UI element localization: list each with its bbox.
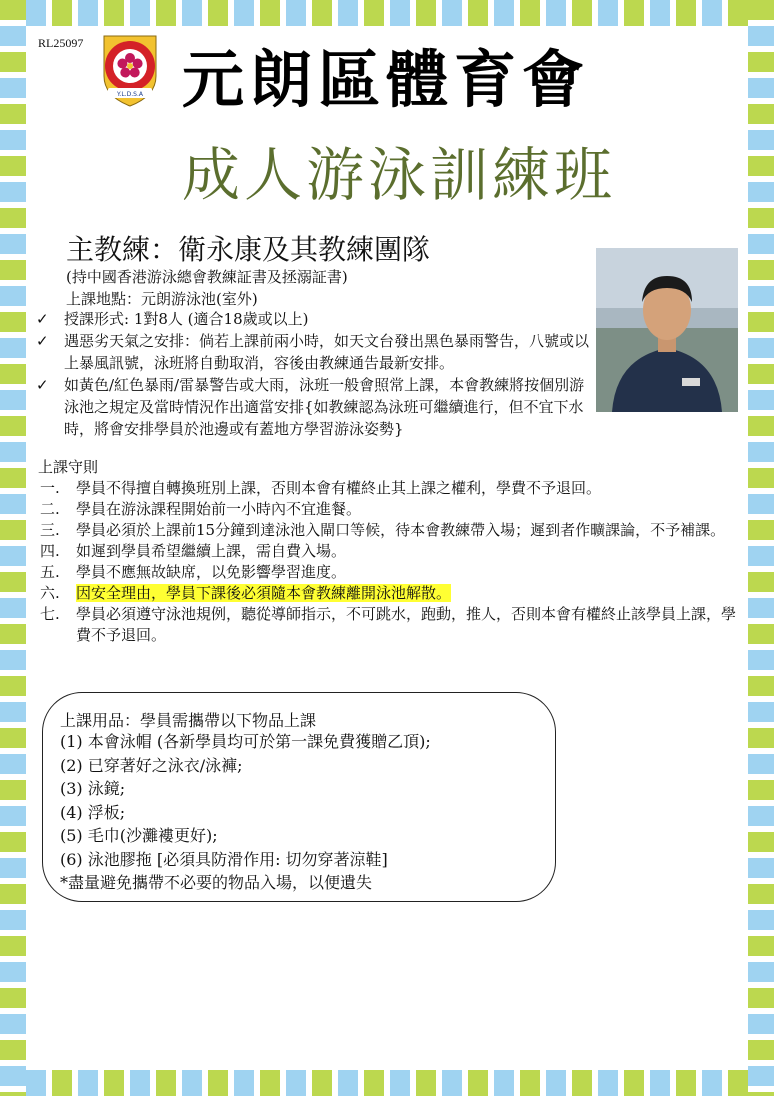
club-emblem-icon — [94, 30, 166, 110]
equipment-item: (5) 毛巾(沙灘褸更好); — [60, 826, 218, 845]
equipment-item: (3) 泳鏡; — [60, 779, 126, 798]
rule-item: 七. 學員必須遵守泳池規例，聽從導師指示，不可跳水，跑動，推人，否則本會有權終止該學員上課，學費不予退回。 — [40, 605, 737, 644]
coach-qualification: (持中國香港游泳總會教練証書及拯溺証書) — [66, 268, 348, 286]
equipment-note: *盡量避免攜帶不必要的物品入場，以便遺失 — [60, 873, 373, 892]
rule-item: 一. 學員不得擅自轉換班別上課，否則本會有權終止其上課之權利，學費不予退回。 — [40, 479, 602, 497]
course-title: 成人游泳訓練班 — [182, 141, 617, 209]
class-venue: 上課地點：元朗游泳池(室外) — [66, 290, 258, 308]
checkmark-icon: ✓ — [36, 376, 49, 394]
list-item: ✓ 授課形式: 1對8人 (適合18歲或以上) — [36, 310, 309, 328]
equipment-item: (4) 浮板; — [60, 802, 126, 822]
border-top — [0, 0, 774, 26]
equipment-item: (2) 已穿著好之泳衣/泳褲; — [60, 755, 243, 775]
border-bottom — [0, 1070, 774, 1096]
equipment-item: (1) 本會泳帽 (各新學員均可於第一課免費獲贈乙頂); — [60, 732, 431, 751]
highlighted-text: 因安全理由，學員下課後必須隨本會教練離開泳池解散。 — [76, 584, 452, 602]
coach-title: 主教練：衛永康及其教練團隊 — [66, 233, 431, 266]
rule-item: 五. 學員不應無故缺席，以免影響學習進度。 — [40, 563, 347, 581]
class-arrangements — [36, 308, 592, 440]
list-item: ✓ 遇惡劣天氣之安排：倘若上課前兩小時，如天文台發出黑色暴雨警告，八號或以上暴風訊號，泳班將自動取消，容後由教練通告最新安排。 — [36, 332, 590, 372]
checkmark-icon: ✓ — [36, 310, 49, 328]
rule-item: 四. 如遲到學員希望繼續上課，需自費入場。 — [40, 542, 347, 560]
emblem-bottom-text: Y.L.D.S.A — [117, 91, 143, 98]
list-item: ✓ 如黃色/紅色暴雨/雷暴警告或大雨，泳班一般會照常上課，本會教練將按個別游泳池之規定及當時情況作出適當安排{如教練認為泳班可繼續進行，但不宜下水時，將會安排學員於池邊或有蓋地方學習游泳姿勢} — [36, 376, 585, 438]
document-code: RL25097 — [38, 36, 84, 50]
equipment-title: 上課用品：學員需攜帶以下物品上課 — [60, 711, 317, 730]
rule-item-highlighted: 六. 因安全理由，學員下課後必須隨本會教練離開泳池解散。 — [40, 584, 452, 602]
rules-title: 上課守則 — [38, 458, 99, 476]
border-right — [748, 0, 774, 1096]
checkmark-icon: ✓ — [36, 332, 49, 350]
rule-item: 三. 學員必須於上課前15分鐘到達泳池入閘口等候，待本會教練帶入場；遲到者作曠課論，不予補課。 — [40, 521, 726, 539]
class-rules — [38, 478, 738, 646]
rule-item: 二. 學員在游泳課程開始前一小時內不宜進餐。 — [40, 500, 362, 518]
equipment-list — [60, 730, 431, 871]
coach-photo — [596, 248, 738, 412]
equipment-item: (6) 泳池膠拖 [必須具防滑作用: 切勿穿著涼鞋] — [60, 849, 388, 869]
border-left — [0, 0, 26, 1096]
coach-portrait-icon — [596, 248, 738, 412]
organization-name: 元朗區體育會 — [182, 43, 591, 116]
